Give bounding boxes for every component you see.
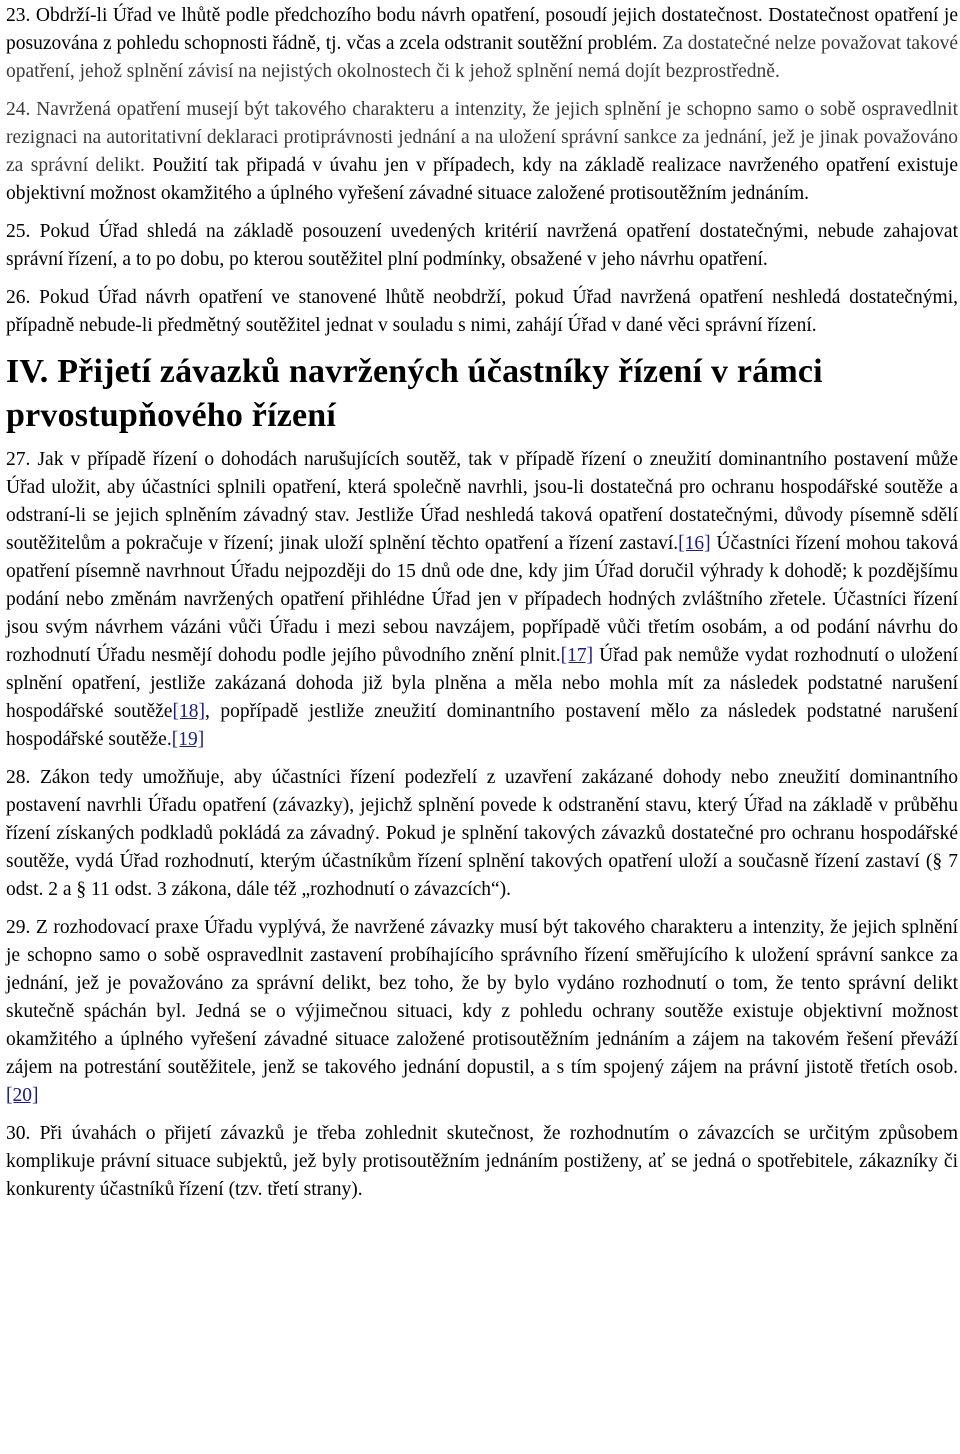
paragraph-29 (6, 914, 958, 1110)
footnote-link-20[interactable]: [20] (6, 1085, 39, 1106)
paragraph-27-part-c: Úřad pak nemůže vydat rozhodnutí o uložení splnění opatření, jestliže zakázaná dohoda již byla plněna a měla nebo mohla mít za následek podstatné narušení hospodářské soutěže (6, 645, 958, 722)
paragraph-27-part-a: 27. Jak v případě řízení o dohodách narušujících soutěž, tak v případě řízení o zneužití dominantního postavení může Úřad uložit, aby účastníci splnili opatření, která společně navrhli, jsou-li dostatečná pro ochranu hospodářské soutěže a odstraní-li se jejich splněním závadný stav. Jestliže Úřad neshledá taková opatření dostatečnými, důvody písemně sdělí soutěžitelům a pokračuje v řízení; jinak uloží splnění těchto opatření a řízení zastaví. (6, 449, 958, 554)
document-page (6, 2, 958, 1214)
section-heading: IV. Přijetí závazků navržených účastníky řízení v rámci prvostupňového řízení (6, 353, 823, 434)
paragraph-29-text: 29. Z rozhodovací praxe Úřadu vyplývá, že navržené závazky musí být takového charakteru a intenzity, že jejich splnění je schopno samo o sobě ospravedlnit zastavení probíhajícího správního řízení směřujícího k uložení správní sankce za jednání, jež je považováno za správní delikt, bez toho, že by bylo vydáno rozhodnutí o tom, že tento správní delikt skutečně spáchán byl. Jedná se o výjimečnou situaci, kdy z pohledu ochrany soutěže existuje objektivní možnost okamžitého a úplného vyřešení závadné situace založené protisoutěžním jednáním a zájem na takovém řešení převáží zájem na potrestání soutěžitele, jenž se takového jednání dopustil, a s tím spojený zájem na právní jistotě třetích osob. (6, 917, 958, 1078)
footnote-link-16[interactable]: [16] (678, 533, 711, 554)
paragraph-23 (6, 2, 958, 86)
paragraph-24-part-b: Použití tak připadá v úvahu jen v případech, kdy na základě realizace navrženého opatření existuje objektivní možnost okamžitého a úplného vyřešení závadné situace založené protisoutěžním jednáním. (6, 155, 958, 204)
paragraph-28: 28. Zákon tedy umožňuje, aby účastníci řízení podezřelí z uzavření zakázané dohody nebo zneužití dominantního postavení navrhli Úřadu opatření (závazky), jejichž splnění povede k odstranění stavu, který Úřad na základě v průběhu řízení získaných podkladů pokládá za závadný. Pokud je splnění takových závazků dostatečné pro ochranu hospodářské soutěže, vydá Úřad rozhodnutí, kterým účastníkům řízení splnění takových opatření uloží a současně řízení zastaví (§ 7 odst. 2 a § 11 odst. 3 zákona, dále též „rozhodnutí o závazcích“). (6, 767, 958, 900)
footnote-link-17[interactable]: [17] (560, 645, 594, 666)
paragraph-27-part-d: , popřípadě jestliže zneužití dominantního postavení mělo za následek podstatné narušení hospodářské soutěže. (6, 701, 959, 750)
footnote-link-19[interactable]: [19] (171, 729, 205, 750)
paragraph-24-part-a: 24. Navržená opatření musejí být takového charakteru a intenzity, že jejich splnění je schopno samo o sobě ospravedlnit rezignaci na autoritativní deklaraci protiprávnosti jednání a na uložení správní sankce za jednání, jež je jinak považováno za správní delikt. (6, 99, 958, 176)
paragraph-23-part-a: 23. Obdrží-li Úřad ve lhůtě podle předchozího bodu návrh opatření, posoudí jejich dostatečnost. Dostatečnost opatření je posuzována z pohledu schopnosti řádně, tj. včas a zcela odstranit soutěžní problém. (6, 5, 958, 54)
paragraph-30: 30. Při úvahách o přijetí závazků je třeba zohlednit skutečnost, že rozhodnutím o závazcích se určitým způsobem komplikuje právní situace subjektů, jež byly protisoutěžním jednáním postiženy, ať se jedná o spotřebitele, zákazníky či konkurenty účastníků řízení (tzv. třetí strany). (6, 1123, 958, 1200)
paragraph-27-part-b: Účastníci řízení mohou taková opatření písemně navrhnout Úřadu nejpozději do 15 dnů ode dne, kdy jim Úřad doručil výhrady k dohodě; k pozdějšímu podání nebo změnám navržených opatření přihlédne Úřad jen v případech hodných zvláštního zřetele. Účastníci řízení jsou svým návrhem vázáni vůči Úřadu i mezi sebou navzájem, popřípadě vůči třetím osobám, a od podání návrhu do rozhodnutí Úřadu nesmějí dohodu podle jejího původního znění plnit. (6, 533, 958, 666)
paragraph-23-part-b: Za dostatečné nelze považovat takové opatření, jehož splnění závisí na nejistých okolnostech či k jehož splnění nemá dojít bezprostředně. (6, 33, 958, 82)
paragraph-26: 26. Pokud Úřad návrh opatření ve stanovené lhůtě neobdrží, pokud Úřad navržená opatření neshledá dostatečnými, případně nebude-li předmětný soutěžitel jednat v souladu s nimi, zahájí Úřad v dané věci správní řízení. (6, 287, 958, 336)
paragraph-24 (6, 96, 958, 208)
footnote-link-18[interactable]: [18] (172, 701, 205, 722)
paragraph-25: 25. Pokud Úřad shledá na základě posouzení uvedených kritérií navržená opatření dostatečnými, nebude zahajovat správní řízení, a to po dobu, po kterou soutěžitel plní podmínky, obsažené v jeho návrhu opatření. (6, 221, 958, 270)
paragraph-27 (6, 446, 958, 754)
